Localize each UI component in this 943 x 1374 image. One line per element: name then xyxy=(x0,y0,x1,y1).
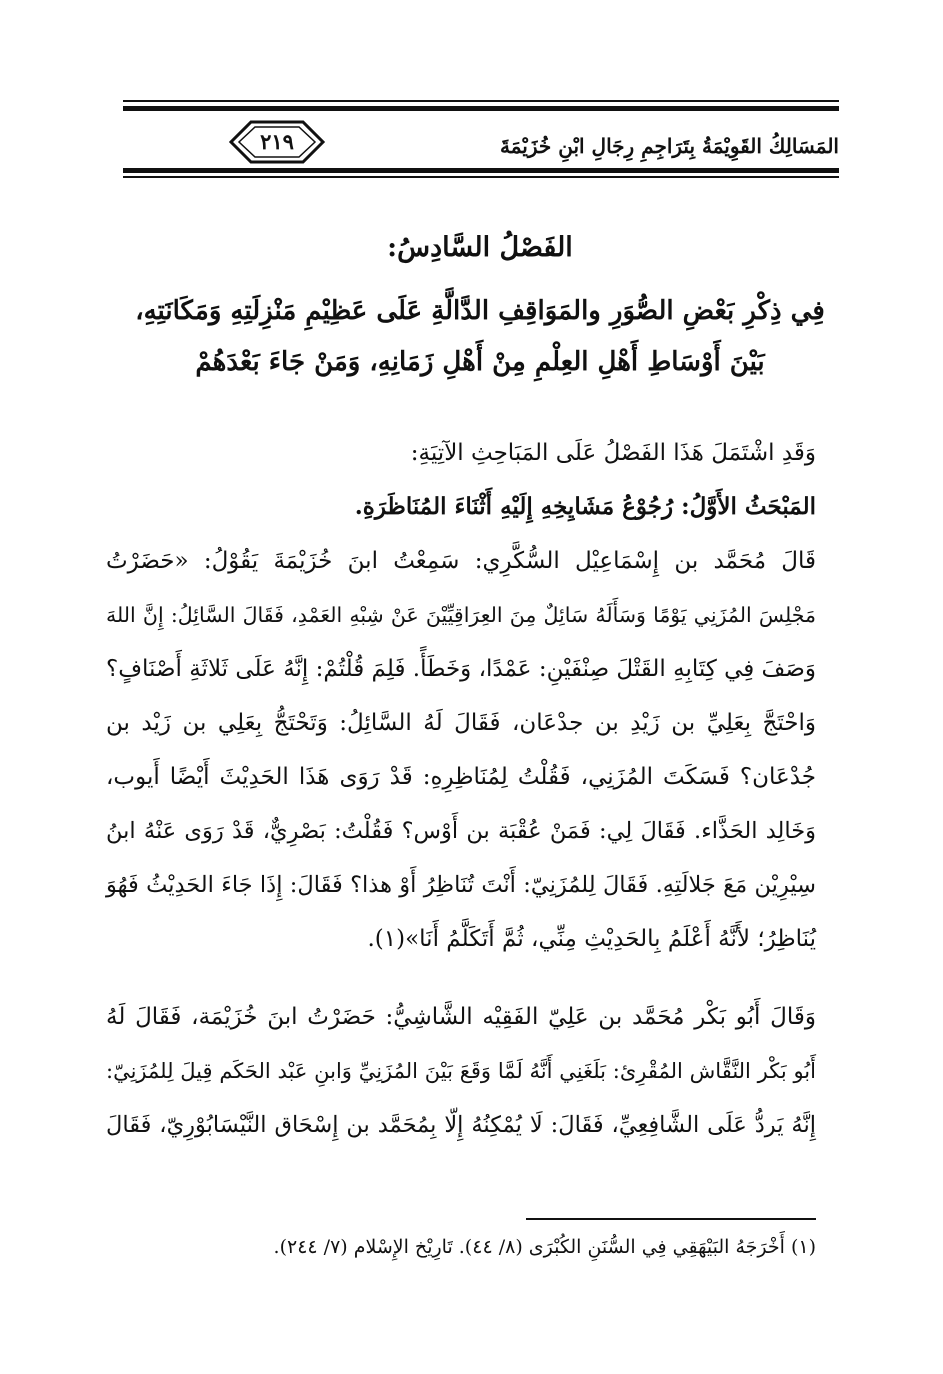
body-line: إِنَّهُ يَردُّ عَلَى الشَّافِعِيِّ، فَقَالَ: لَا يُمْكِنُهُ إِلّا بِمُحَمَّد بن إِسْحَاق النَّيْسَابُوْرِيّ، فَقَالَ xyxy=(106,1112,816,1138)
body-line: أَبُو بَكْر النَّقَّاش المُقْرِئ: بَلَغَنِي أَنَّهُ لَمَّا وَقَعَ بَيْنَ المُزَنِيِّ وَابنِ عَبْد الحَكَم قِيلَ لِلمُزَنِيّ: xyxy=(106,1059,816,1083)
running-header xyxy=(123,100,839,182)
header-rule-top-thin xyxy=(123,100,839,102)
intro-line: وَقَدِ اشْتَمَلَ هَذَا الفَصْلُ عَلَى المَبَاحِثِ الآتِيَةِ: xyxy=(410,440,816,466)
page-number-badge xyxy=(229,120,325,164)
footnote: (١) أَخْرَجَهُ البَيْهَقِي فِي السُّنَنِ الكُبْرَى (٨/ ٤٤). تَارِيْخ الإِسْلام (٧/ ٢٤٤). xyxy=(273,1236,816,1258)
running-title: المَسَالِكُ القَوِيْمَةُ بِتَرَاجِمِ رِجَالِ ابْنِ خُزَيْمَةَ xyxy=(500,134,839,158)
footnote-separator xyxy=(526,1218,816,1220)
body-line: وَصَفَ فِي كِتَابِهِ القَتْلَ صِنْفَيْنِ: عَمْدًا، وَخَطَأً. فَلِمَ قُلْتُمْ: إِنَّهُ عَلَى ثَلاثَةِ أَصْنَافٍ؟ xyxy=(105,656,816,682)
header-rule-bottom-thick xyxy=(123,168,839,173)
body-line: سِيْرِيْن مَعَ جَلالَتِهِ. فَقَالَ لِلمُزَنِيّ: أَنْتَ تُنَاظِرُ أَوْ هذا؟ فَقَالَ: إِذَا جَاءَ الحَدِيْثُ فَهُوَ xyxy=(106,872,816,898)
header-rule-bottom-thin xyxy=(123,176,839,178)
body-line: جُدْعَان؟ فَسَكَتَ المُزَنِي، فَقُلْتُ لِمُنَاظِرِهِ: قَدْ رَوَى هَذَا الحَدِيْثَ أَيْضًا أَيوب، xyxy=(106,764,816,790)
chapter-subtitle-line-1: فِي ذِكْرِ بَعْضِ الصُّوَرِ والمَوَاقِفِ الدَّالَّةِ عَلَى عَظِيْمِ مَنْزِلَتِهِ وَمَكَانَتِهِ، xyxy=(135,296,825,326)
body-line: يُنَاظِرُ؛ لأَنَّهُ أَعْلَمُ بِالحَدِيْثِ مِنِّي، ثُمَّ أَتَكَلَّمُ أَنَا»(١). xyxy=(367,926,816,952)
section-heading: المَبْحَثُ الأَوَّلُ: رُجُوْعُ مَشَايِخِهِ إِلَيْهِ أَثْنَاءَ المُنَاظَرَةِ. xyxy=(354,493,816,520)
body-line: وَقَالَ أَبُو بَكْر مُحَمَّد بن عَلِيّ الفَقِيْه الشَّاشِيُّ: حَضَرْتُ ابنَ خُزَيْمَة، فَقَالَ لَهُ xyxy=(106,1004,816,1030)
chapter-title: الفَصْلُ السَّادِسُ: xyxy=(387,232,573,263)
page-number: ٢١٩ xyxy=(260,129,294,154)
body-line: قَالَ مُحَمَّد بن إِسْمَاعِيْل السُّكَّرِي: سَمِعْتُ ابنَ خُزَيْمَةَ يَقُوْلُ: «حَضَرْتُ xyxy=(106,548,816,574)
body-line: وَخَالِد الحَذَّاء. فَقَالَ لِي: فَمَنْ عُقْبَة بن أَوْس؟ فَقُلْتُ: بَصْرِيٌّ، قَدْ رَوَى عَنْهُ ابنُ xyxy=(106,818,816,844)
body-line: وَاحْتَجَّ بِعَلِيِّ بن زَيْدِ بن جدْعَان، فَقَالَ لَهُ السَّائِلُ: وَتَحْتَجُّ بِعَلِي بن زَيْد بن xyxy=(106,710,816,736)
chapter-subtitle-line-2: بَيْنَ أَوْسَاطِ أَهْلِ العِلْمِ مِنْ أَهْلِ زَمَانِهِ، وَمَنْ جَاءَ بَعْدَهُمْ xyxy=(195,347,765,377)
header-rule-top-thick xyxy=(123,106,839,111)
body-line: مَجْلِسَ المُزَنِي يَوْمًا وَسَأَلَهُ سَائِلٌ مِنَ العِرَاقِيِّيْنَ عَنْ شِبْهِ العَمْدِ، فَقَالَ السَّائِلُ: إِنَّ اللهَ xyxy=(106,603,816,627)
